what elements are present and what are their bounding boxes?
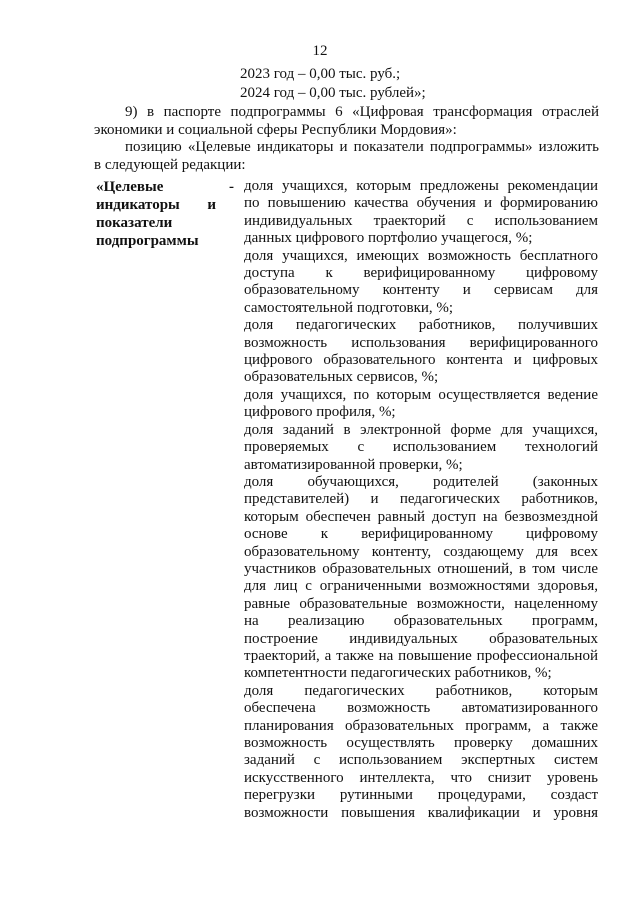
page-number: 12: [312, 43, 328, 59]
indicator-line: образовательному контенту и сервисам для: [244, 282, 598, 299]
indicator-line: доля заданий в электронной форме для учащихся,: [244, 421, 598, 438]
indicator-line: перегрузки рутинными процедурами, создаст: [244, 787, 598, 804]
indicator-line: которым обеспечен равный доступ на безвозмездной: [244, 508, 598, 525]
indicator-line: самостоятельной подготовки, %;: [244, 299, 454, 316]
indicator-line: индивидуальных траекторий с использованием: [244, 212, 598, 229]
indicators-label: [96, 178, 236, 250]
amendment-item-9-continued: экономики и социальной сферы Республики Мордовия»:: [94, 122, 457, 138]
indicator-line: искусственного интеллекта, что снизит уровень: [244, 769, 598, 786]
label-line-2-and: и: [207, 197, 216, 213]
indicator-line: доступа к верифицированному цифровому: [244, 265, 598, 282]
indicator-line: возможность использования верифицированного: [244, 334, 598, 351]
label-line-4: подпрограммы: [96, 233, 199, 249]
budget-line-2024: 2024 год – 0,00 тыс. рублей»;: [240, 85, 426, 101]
indicator-line: образовательному контенту, создающему для всех: [244, 543, 598, 560]
indicator-line: проверяемых с использованием технологий: [244, 439, 598, 456]
indicator-line: возможность осуществлять проверку домашних: [244, 735, 598, 751]
indicator-line: доля педагогических работников, которым: [244, 682, 598, 699]
indicator-line: по повышению качества обучения и формированию: [244, 195, 598, 212]
indicator-line: данных цифрового портфолио учащегося, %;: [244, 230, 533, 247]
indicator-line: заданий с использованием экспертных систем: [244, 752, 598, 769]
indicator-line: доля учащихся, которым предложены рекомендации: [244, 178, 598, 194]
label-dash: -: [229, 179, 234, 195]
indicator-line: образовательных сервисов, %;: [244, 369, 439, 386]
indicator-line: доля педагогических работников, получивших: [244, 317, 598, 334]
indicator-line: для лиц с ограниченными возможностями здоровья,: [244, 578, 598, 595]
label-line-2: индикаторы: [96, 197, 180, 213]
indicator-line: цифрового образовательного контента и цифровых: [244, 352, 598, 369]
indicator-line: автоматизированной проверки, %;: [244, 456, 463, 473]
indicator-line: доля обучающихся, родителей (законных: [244, 473, 598, 490]
indicator-line: планирования образовательных программ, а также: [244, 717, 598, 734]
indicator-line: цифрового профиля, %;: [244, 404, 396, 421]
amendment-item-9: 9) в паспорте подпрограммы 6 «Цифровая трансформация отраслей: [125, 104, 599, 120]
indicator-line: построение индивидуальных образовательных: [244, 630, 598, 647]
indicator-line: траекторий, а также на повышение профессиональной: [244, 647, 598, 664]
amendment-position-text: позицию «Целевые индикаторы и показатели подпрограммы» изложить: [125, 139, 599, 155]
label-line-1: «Целевые: [96, 179, 164, 195]
indicators-list: [244, 178, 598, 822]
label-line-3: показатели: [96, 215, 173, 231]
indicator-line: компетентности педагогических работников, %;: [244, 665, 552, 682]
indicator-line: доля учащихся, по которым осуществляется ведение: [244, 386, 598, 403]
indicator-line: участников образовательных отношений, в том числе: [244, 560, 598, 577]
indicator-line: равные образовательные возможности, нацеленному: [244, 595, 598, 612]
amendment-position-continued: в следующей редакции:: [94, 157, 246, 173]
indicator-line: возможности повышения квалификации и уровня: [244, 804, 598, 821]
indicator-line: представителей) и педагогических работников,: [244, 491, 598, 508]
budget-line-2023: 2023 год – 0,00 тыс. руб.;: [240, 66, 401, 82]
indicator-line: обеспечена возможность автоматизированного: [244, 700, 598, 717]
indicator-line: основе к верифицированному цифровому: [244, 526, 598, 543]
indicator-line: доля учащихся, имеющих возможность бесплатного: [244, 247, 598, 264]
indicator-line: на реализацию образовательных программ,: [244, 613, 598, 630]
